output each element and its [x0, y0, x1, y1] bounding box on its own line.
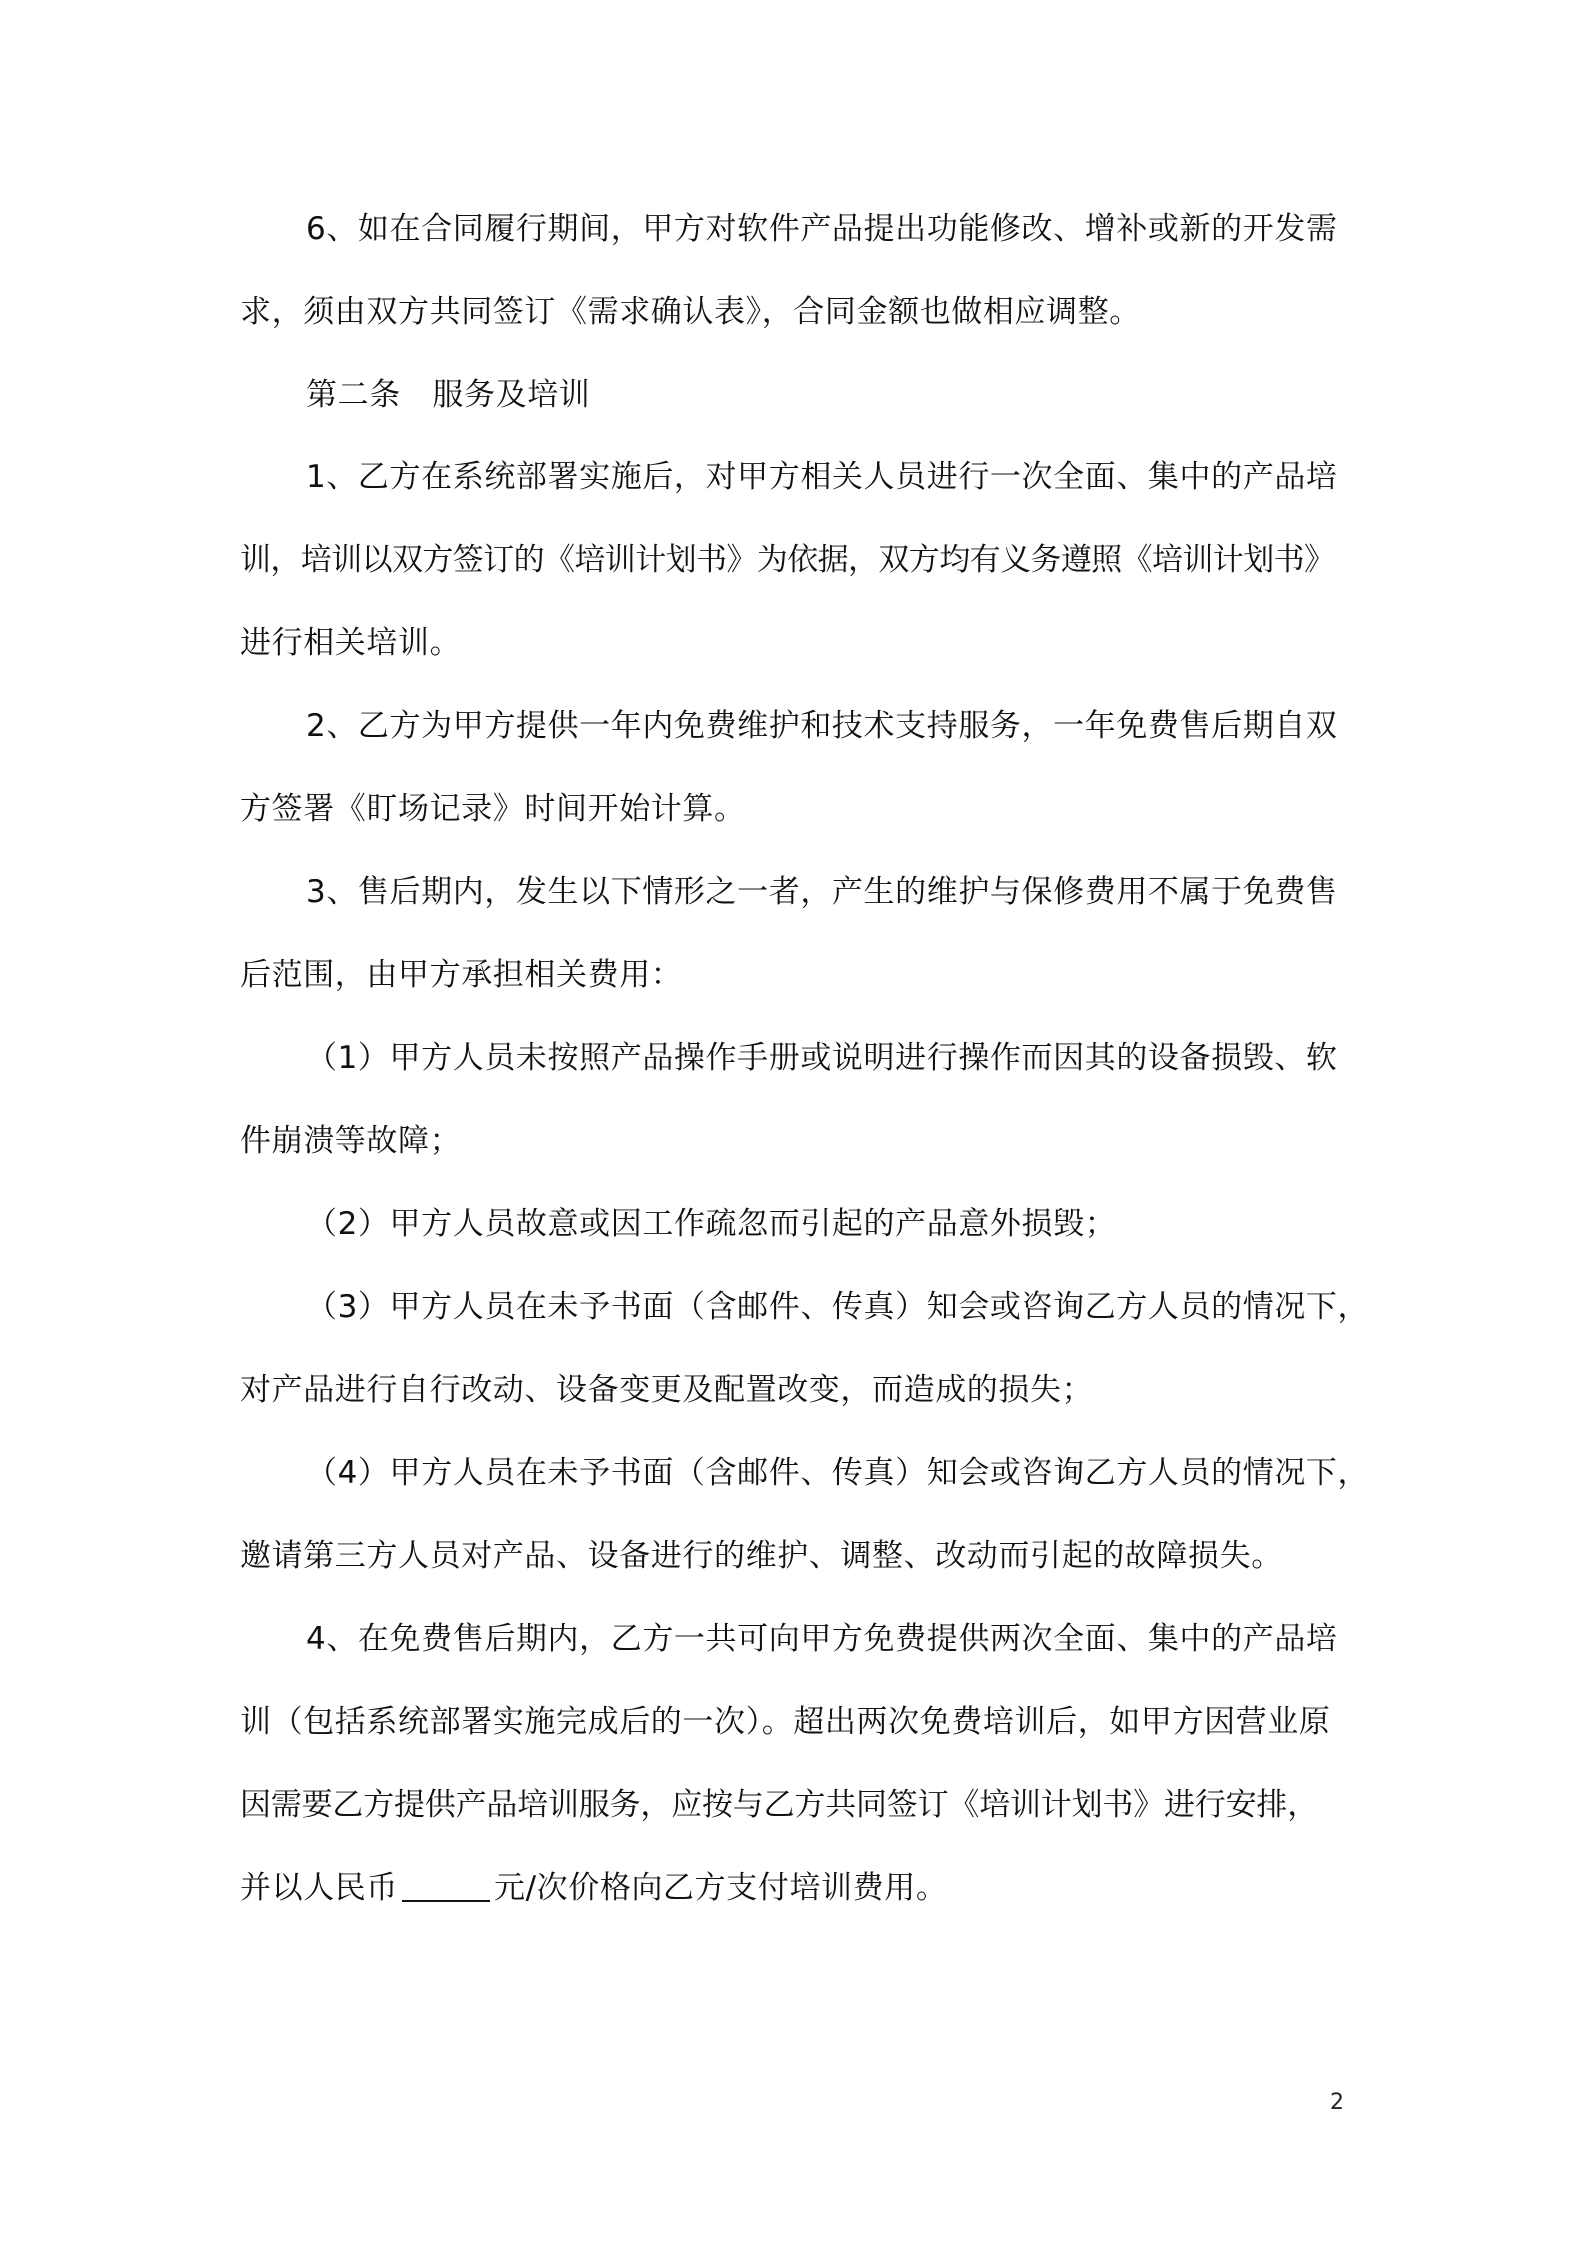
list-item: （3）甲方人员在未予书面（含邮件、传真）知会或咨询乙方人员的情况下， [306, 1289, 1370, 1325]
text-line: 后范围，由甲方承担相关费用： [240, 957, 683, 993]
list-item: （1）甲方人员未按照产品操作手册或说明进行操作而因其的设备损毁、软 [306, 1040, 1338, 1076]
text-after-blank: 元/次价格向乙方支付培训费用。 [494, 1870, 948, 1906]
text-line: 6、如在合同履行期间，甲方对软件产品提出功能修改、增补或新的开发需 [306, 211, 1338, 247]
text-line: 件崩溃等故障； [240, 1123, 462, 1159]
text-line: 对产品进行自行改动、设备变更及配置改变，而造成的损失； [240, 1372, 1094, 1408]
fill-in-blank [402, 1870, 490, 1902]
text-line: 因需要乙方提供产品培训服务，应按与乙方共同签订《培训计划书》进行安排， [240, 1787, 1318, 1823]
list-item: （4）甲方人员在未予书面（含邮件、传真）知会或咨询乙方人员的情况下， [306, 1455, 1370, 1491]
text-line: 求，须由双方共同签订《需求确认表》，合同金额也做相应调整。 [240, 294, 1141, 330]
text-line: 2、乙方为甲方提供一年内免费维护和技术支持服务，一年免费售后期自双 [306, 708, 1338, 744]
text-line: 方签署《盯场记录》时间开始计算。 [240, 791, 746, 827]
text-line: 1、乙方在系统部署实施后，对甲方相关人员进行一次全面、集中的产品培 [306, 459, 1338, 495]
text-before-blank: 并以人民币 [240, 1870, 398, 1906]
text-line: 4、在免费售后期内，乙方一共可向甲方免费提供两次全面、集中的产品培 [306, 1621, 1338, 1657]
text-line: 训（包括系统部署实施完成后的一次）。超出两次免费培训后，如甲方因营业原 [240, 1704, 1331, 1740]
text-line: 训，培训以双方签订的《培训计划书》为依据，双方均有义务遵照《培训计划书》 [240, 542, 1335, 578]
section-heading: 第二条 服务及培训 [306, 377, 591, 413]
text-line: 3、售后期内，发生以下情形之一者，产生的维护与保修费用不属于免费售 [306, 874, 1338, 910]
page-number: 2 [1330, 2090, 1344, 2115]
text-line: 邀请第三方人员对产品、设备进行的维护、调整、改动而引起的故障损失。 [240, 1538, 1283, 1574]
text-line: 进行相关培训。 [240, 625, 462, 661]
text-line [240, 1868, 947, 1908]
list-item: （2）甲方人员故意或因工作疏忽而引起的产品意外损毁； [306, 1206, 1117, 1242]
